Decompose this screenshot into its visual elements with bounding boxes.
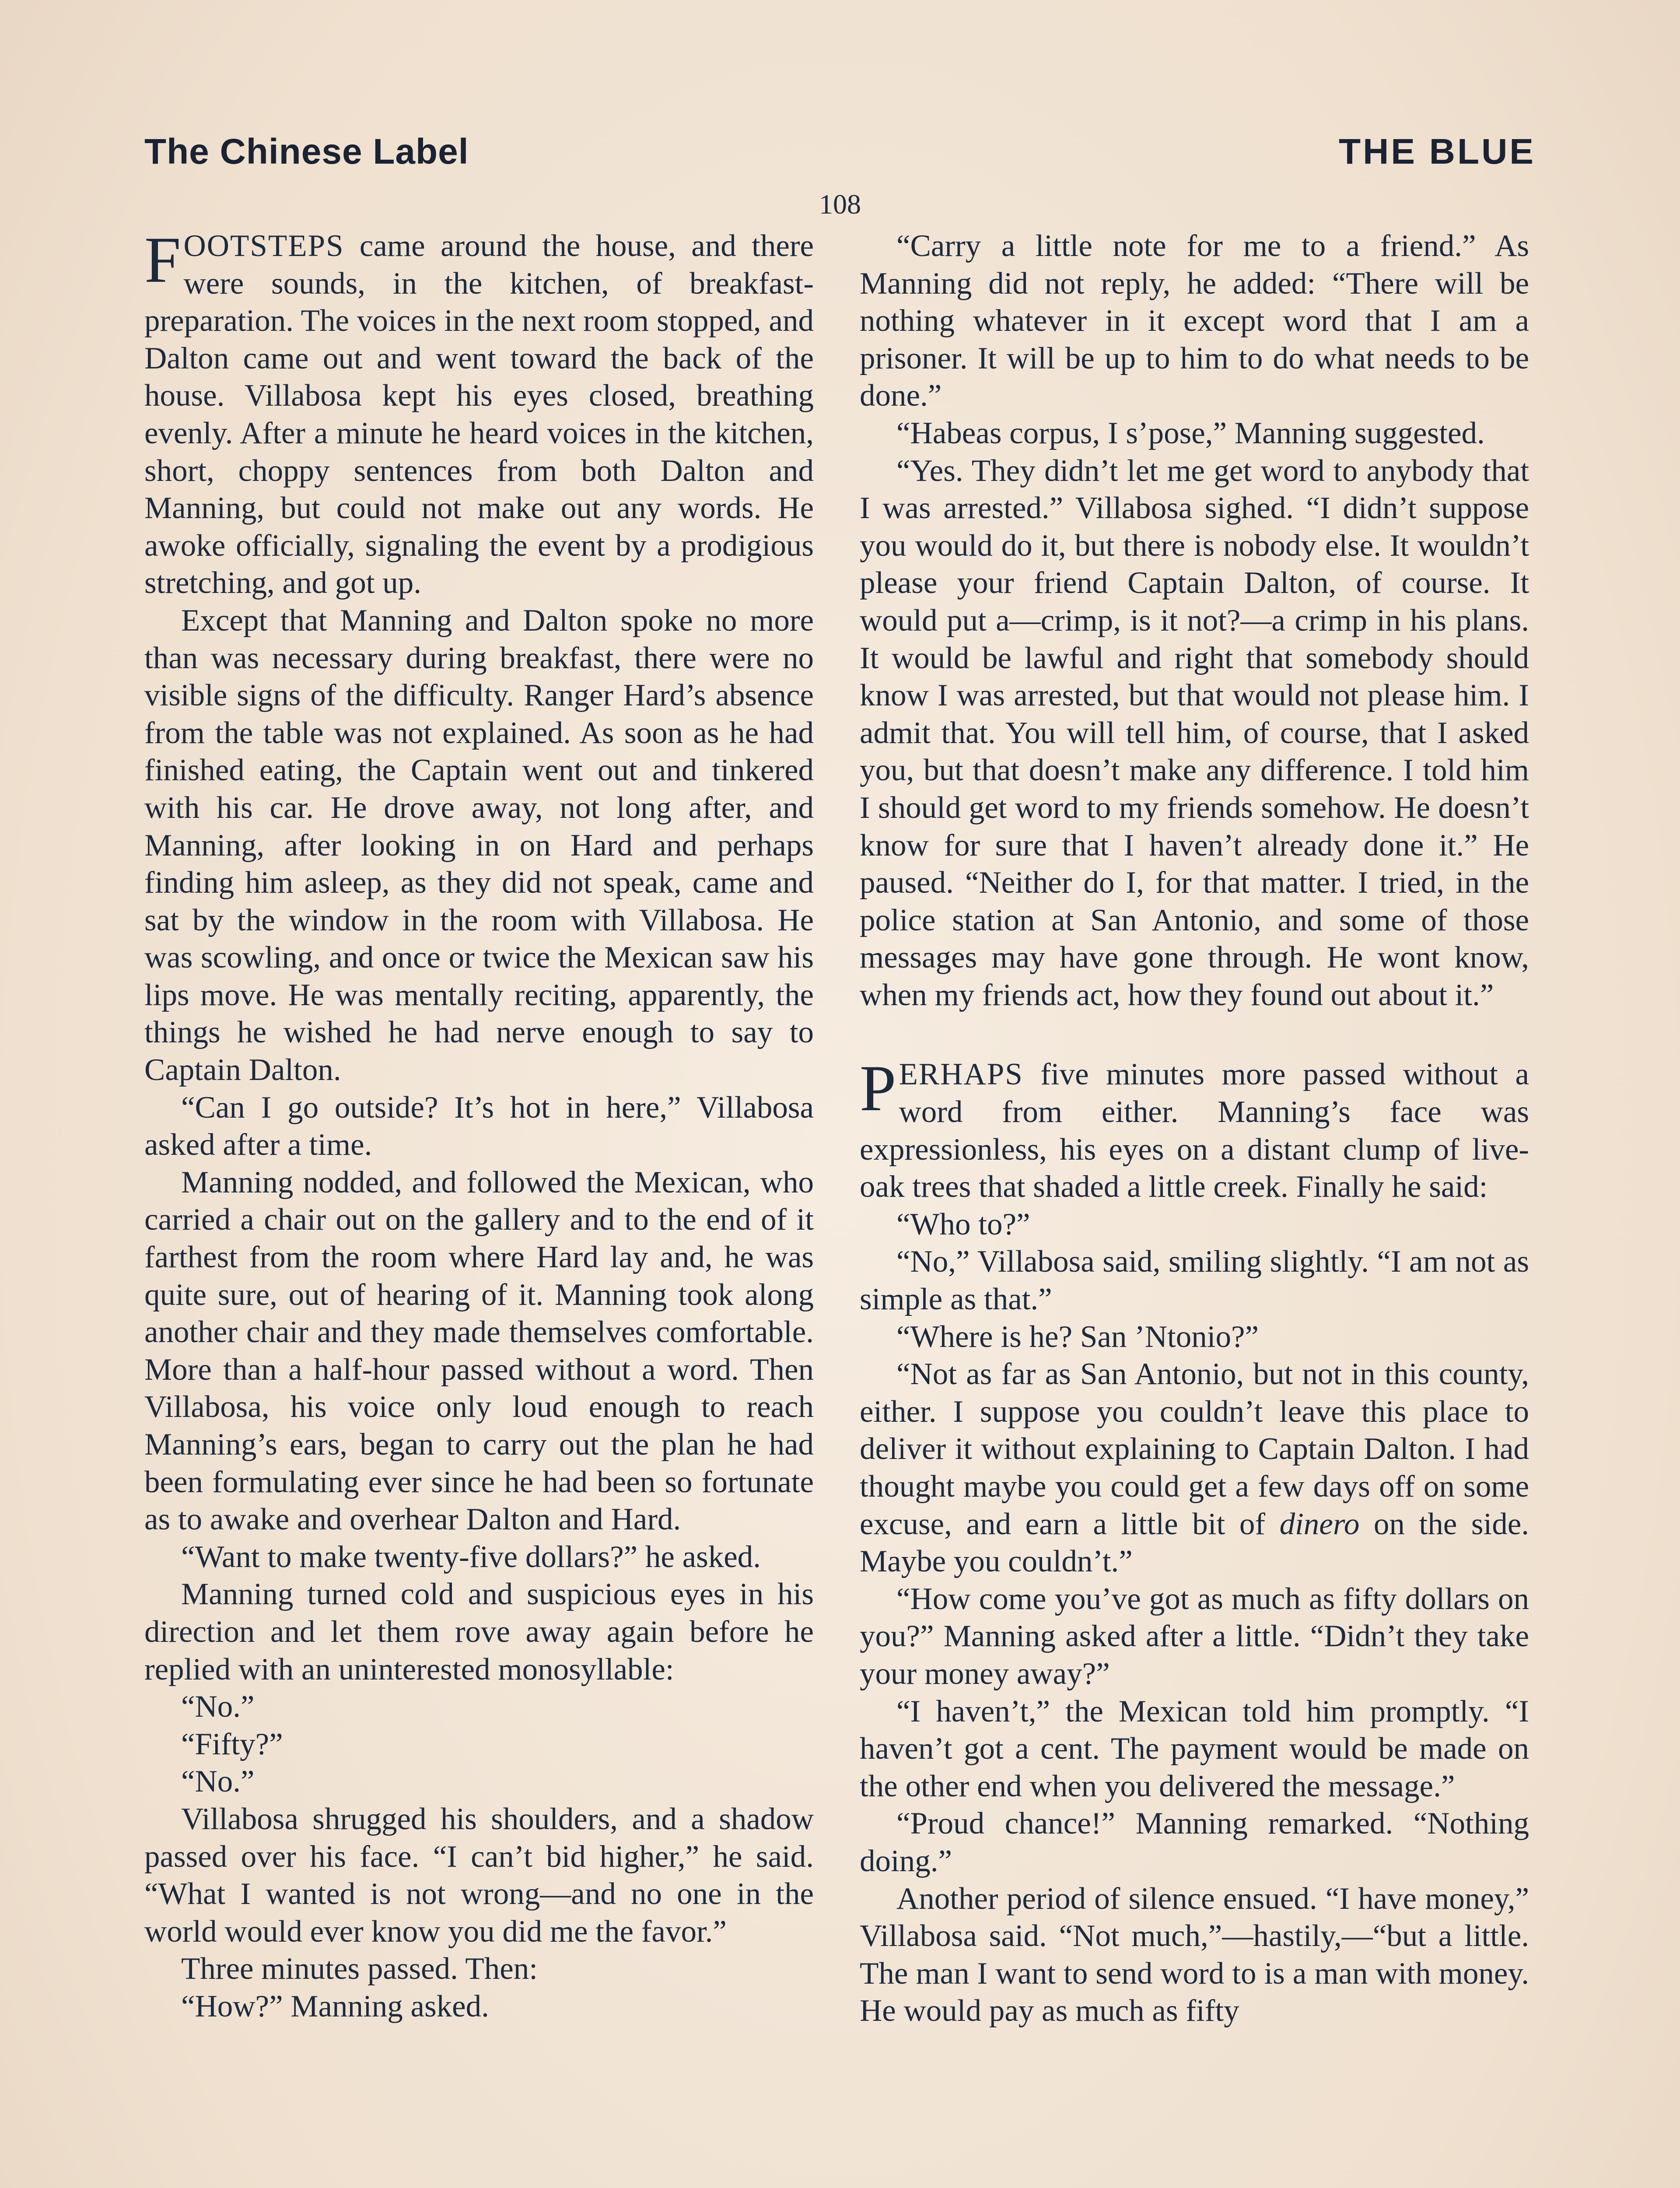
paragraph: “Who to?” — [896, 1207, 1030, 1241]
paragraph: “Habeas corpus, I s’pose,” Manning suggested. — [896, 416, 1485, 450]
drop-cap: F — [144, 224, 181, 296]
paragraph-text: five minutes more passed without a word from either. Manning’s face was expressionless, his eyes on a distant clump of live-oak trees that shaded a little creek. Finally he said: — [860, 1057, 1529, 1204]
paragraph: Villabosa shrugged his shoulders, and a shadow passed over his face. “I can’t bid higher,” he said. “What I wanted is not wrong—and no one in the world would ever know you did me the favor.” — [144, 1802, 814, 1949]
paragraph: Except that Manning and Dalton spoke no more than was necessary during breakfast, there were no visible signs of the difficulty. Ranger Hard’s absence from the table was not explained. As soon as he had finished eating, the Captain went out and tinkered with his car. He drove away, not long after, and Manning, after looking in on Hard and perhaps finding him asleep, as they did not speak, came and sat by the window in the room with Villabosa. He was scowling, and once or twice the Mexican saw his lips move. He was mentally reciting, apparently, the things he wished he had nerve enough to say to Captain Dalton. — [144, 603, 814, 1087]
running-head — [144, 131, 1536, 179]
right-column — [860, 228, 1529, 2030]
paragraph-text: came around the house, and there were sounds, in the kitchen, of breakfast-preparation. The voices in the next room stopped, and Dalton came out and went toward the back of the house. Villabosa kept his eyes closed, breathing evenly. After a minute he heard voices in the kitchen, short, choppy sentences from both Dalton and Manning, but could not make out any words. He awoke officially, signaling the event by a prodigious stretching, and got up. — [144, 229, 814, 600]
paragraph: “No,” Villabosa said, smiling slightly. “I am not as simple as that.” — [860, 1245, 1529, 1317]
paragraph: “How come you’ve got as much as fifty dollars on you?” Manning asked after a little. “Didn’t they take your money away?” — [860, 1581, 1529, 1691]
italic-word: dinero — [1279, 1507, 1360, 1541]
paragraph — [860, 1052, 1529, 1206]
page-number: 108 — [819, 189, 861, 220]
story-title-header: The Chinese Label — [144, 132, 469, 172]
magazine-title-header: THE BLUE — [1339, 132, 1536, 172]
paragraph: “Fifty?” — [181, 1727, 283, 1761]
left-column — [144, 224, 814, 2026]
paragraph — [144, 224, 814, 602]
paragraph: “Yes. They didn’t let me get word to anybody that I was arrested.” Villabosa sighed. “I didn’t suppose you would do it, but there is nobody else. It wouldn’t please your friend Captain Dalton, of course. It would put a—crimp, is it not?—a crimp in his plans. It would be lawful and right that somebody should know I was arrested, but that would not please him. I admit that. You will tell him, of course, that I asked you, but that doesn’t make any difference. I told him I should get word to my friends somehow. He doesn’t know for sure that I haven’t already done it.” He paused. “Neither do I, for that matter. I tried, in the police station at San Antonio, and some of those messages may have gone through. He wont know, when my friends act, how they found out about it.” — [860, 453, 1529, 1012]
paragraph: Another period of silence ensued. “I have money,” Villabosa said. “Not much,”—hastily,—“but a little. The man I want to send word to is a man with money. He would pay as much as fifty — [860, 1881, 1529, 2028]
drop-cap: P — [860, 1052, 896, 1125]
lead-in-word: OOTSTEPS — [183, 229, 344, 263]
paragraph: “No.” — [181, 1690, 255, 1724]
paragraph: “Where is he? San ’Ntonio?” — [896, 1319, 1259, 1354]
lead-in-word: ERHAPS — [899, 1057, 1023, 1092]
paragraph: “Carry a little note for me to a friend.” As Manning did not reply, he added: “There will be nothing whatever in it except word that I am a prisoner. It will be up to him to do what needs to be done.” — [860, 229, 1529, 413]
paragraph-text: on the side. Maybe you couldn’t.” — [860, 1507, 1529, 1579]
paragraph: “Want to make twenty-five dollars?” he asked. — [181, 1539, 761, 1574]
paragraph: “Can I go outside? It’s hot in here,” Villabosa asked after a time. — [144, 1090, 814, 1162]
paragraph-text: “Not as far as San Antonio, but not in this county, either. I suppose you couldn’t leave this place to deliver it without explaining to Captain Dalton. I had thought maybe you could get a few days off on some excuse, and earn a little bit of — [860, 1357, 1529, 1541]
paragraph — [860, 1356, 1529, 1581]
paragraph: “Proud chance!” Manning remarked. “Nothing doing.” — [860, 1806, 1529, 1878]
paragraph: Three minutes passed. Then: — [181, 1952, 538, 1986]
paragraph: “How?” Manning asked. — [181, 1989, 489, 2023]
paragraph: Manning turned cold and suspicious eyes in his direction and let them rove away again before he replied with an uninterested monosyllable: — [144, 1577, 814, 1687]
paragraph: “No.” — [181, 1764, 255, 1799]
paragraph: Manning nodded, and followed the Mexican, who carried a chair out on the gallery and to the end of it farthest from the room where Hard lay and, he was quite sure, out of hearing of it. Manning took along another chair and they made themselves comfortable. More than a half-hour passed without a word. Then Villabosa, his voice only loud enough to reach Manning’s ears, began to carry out the plan he had been formulating ever since he had been so fortunate as to awake and overhear Dalton and Hard. — [144, 1165, 814, 1537]
paragraph: “I haven’t,” the Mexican told him promptly. “I haven’t got a cent. The payment would be made on the other end when you delivered the message.” — [860, 1694, 1529, 1803]
